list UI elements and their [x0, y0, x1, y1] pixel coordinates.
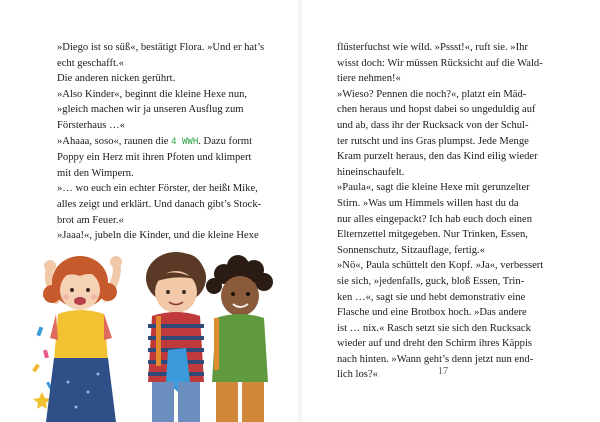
text-line: »Also Kinder«, beginnt die kleine Hexe nun,: [57, 88, 248, 100]
text-line: echt geschafft.«: [57, 57, 124, 69]
text-line: »Paula«, sagt die kleine Hexe mit gerunzelter: [337, 182, 530, 194]
text-line: sie sich, »jedenfalls, guck, bloß Essen, Trin-: [337, 275, 525, 287]
text-line: Sonnenschutz, Sitzauflage, fertig.«: [337, 244, 485, 256]
girl-figure: [43, 256, 122, 422]
text-line: Kram purzelt heraus, den das Kind eilig wieder: [337, 151, 538, 163]
text-line: »gleich machen wir ja unseren Ausflug zum: [57, 104, 244, 116]
text-line: lich los?«: [337, 369, 378, 381]
text-line: nur alles eingepackt? Ich hab euch doch einen: [337, 213, 533, 225]
text-line: »Diego ist so süß«, bestätigt Flora. »Und er hat’s: [57, 42, 265, 53]
text-line: Stirn. »Was um Himmels willen hast du da: [337, 197, 519, 209]
text-line: Elternzettel mitgegeben. Nur Trinken, Essen,: [337, 229, 528, 241]
page-number: 17: [438, 366, 448, 377]
text-line: »… wo euch ein echter Förster, der heißt Mike,: [57, 183, 258, 195]
text-line: brot am Feuer.«: [57, 214, 124, 226]
boy-striped-figure: [146, 252, 206, 422]
text-line: ist … nix.« Rasch setzt sie sich den Rucksack: [337, 322, 531, 334]
text-line: ken …«, sagt sie und hebt demonstrativ eine: [337, 291, 526, 303]
text-line: mit den Wimpern.: [57, 167, 134, 179]
text-line: wieder auf und dreht den Schirm ihres Käppis: [337, 338, 533, 350]
text-line: wisst doch: Wir müssen Rücksicht auf die Wald-: [337, 57, 543, 69]
www-label: 4 WWH: [171, 136, 199, 147]
text-line: »Nö«, Paula schüttelt den Kopf. »Ja«, verbessert: [337, 260, 544, 272]
text-line-start: »Ahaaa, soso«, raunen die: [57, 135, 172, 147]
text-line: tiere nehmen!«: [337, 73, 401, 85]
right-page-text: [337, 40, 569, 383]
text-line: Försterhaus …«: [57, 119, 125, 131]
text-line-with-www: [57, 134, 289, 151]
text-line: chen heraus und hopst dabei so ungeduldig auf: [337, 104, 536, 116]
text-line: Flasche und eine Brotbox hoch. »Das andere: [337, 307, 527, 319]
text-line: nach hinten. »Wann geht’s denn jetzt nun end-: [337, 353, 534, 365]
text-line: »Jaaa!«, jubeln die Kinder, und die kleine Hexe: [57, 230, 259, 242]
text-line: flüsterfuchst wie wild. »Pssst!«, ruft sie. »Ihr: [337, 42, 528, 53]
text-line: Poppy ein Herz mit ihren Pfoten und klimpert: [57, 152, 252, 164]
text-line: und ab, dass ihr der Rucksack von der Schul-: [337, 119, 529, 131]
boy-curly-figure: [206, 255, 273, 422]
children-illustration: [28, 232, 278, 422]
text-line: Die anderen nicken gerührt.: [57, 73, 176, 85]
left-page-text: [57, 40, 289, 244]
text-line: ter rutscht und ins Gras plumpst. Jede Menge: [337, 135, 529, 147]
text-line: alles zeigt und erklärt. Und danach gibt’s Stock-: [57, 198, 262, 210]
right-page: [300, 0, 600, 422]
text-line: »Wieso? Pennen die noch?«, platzt ein Mäd-: [337, 88, 527, 100]
text-line: hineinschaufelt.: [337, 166, 405, 178]
text-line-end: . Dazu formt: [198, 135, 253, 147]
